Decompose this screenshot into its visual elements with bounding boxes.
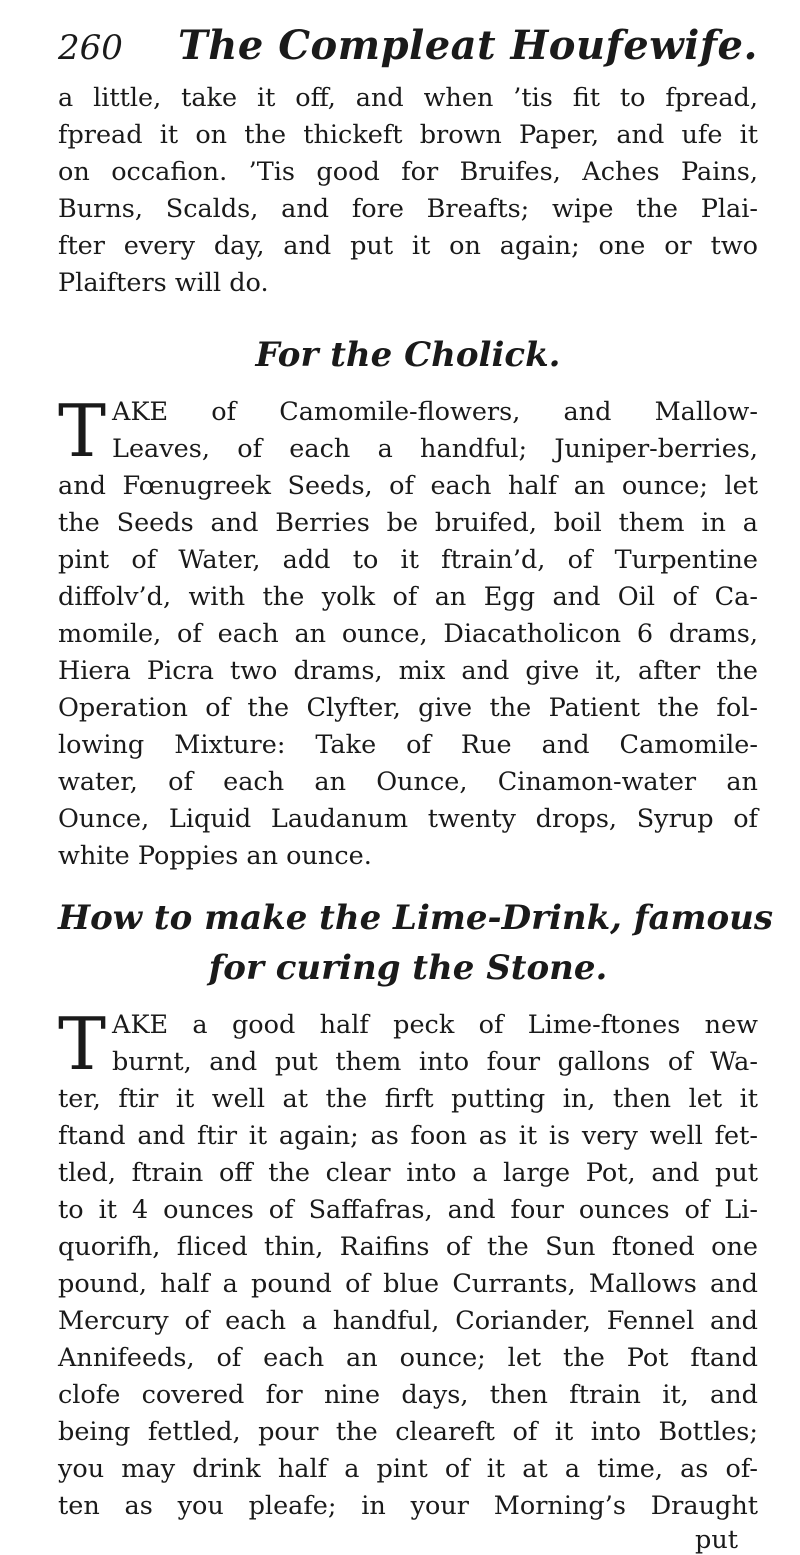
text-line: white Poppies an ounce. (58, 841, 372, 871)
section-heading-lime-drink (58, 893, 774, 993)
text-line: Operation of the Clyfter, give the Patient the fol- (58, 693, 758, 723)
text-line: AKE of Camomile-flowers, and Mallow- (112, 397, 758, 427)
text-line: pint of Water, add to it ftrain’d, of Turpentine (58, 545, 758, 575)
text-line: and Fœnugreek Seeds, of each half an ounce; let (58, 471, 758, 501)
text-line: the Seeds and Berries be bruifed, boil them in a (58, 508, 758, 538)
heading-line: for curing the Stone. (208, 948, 608, 988)
text-line: tled, ftrain off the clear into a large Pot, and put (58, 1158, 758, 1188)
text-line: clofe covered for nine days, then ftrain it, and (58, 1380, 758, 1410)
text-line: you may drink half a pint of it at a time, as of- (58, 1454, 758, 1484)
text-line: being fettled, pour the cleareft of it into Bottles; (58, 1417, 758, 1447)
text-line: Ounce, Liquid Laudanum twenty drops, Syrup of (58, 804, 758, 834)
text-line: burnt, and put them into four gallons of Wa- (112, 1047, 758, 1077)
text-line: Plaifters will do. (58, 268, 269, 298)
text-line: on occafion. ’Tis good for Bruifes, Aches Pains, (58, 157, 758, 187)
text-line: Mercury of each a handful, Coriander, Fennel and (58, 1306, 758, 1336)
text-line: pound, half a pound of blue Currants, Mallows and (58, 1269, 758, 1299)
text-line: Annifeeds, of each an ounce; let the Pot ftand (58, 1343, 758, 1373)
page-header (58, 18, 758, 80)
text-line: ftand and ftir it again; as foon as it is very well fet- (58, 1121, 758, 1151)
text-line: quorifh, fliced thin, Raifins of the Sun ftoned one (58, 1232, 758, 1262)
text-line: Hiera Picra two drams, mix and give it, after the (58, 656, 758, 686)
text-line: Burns, Scalds, and fore Breafts; wipe the Plai- (58, 194, 758, 224)
paragraph-plaister (58, 80, 758, 302)
drop-cap: T (58, 1002, 107, 1086)
text-line: fpread it on the thickeft brown Paper, and ufe it (58, 120, 758, 150)
paragraph-lime-drink (58, 1002, 758, 1525)
page-number: 260 (58, 28, 123, 68)
text-line: fter every day, and put it on again; one or two (58, 231, 758, 261)
text-line: lowing Mixture: Take of Rue and Camomile- (58, 730, 758, 760)
paragraph-cholick (58, 389, 758, 875)
drop-cap: T (58, 389, 107, 473)
text-line: diffolv’d, with the yolk of an Egg and Oil of Ca- (58, 582, 758, 612)
heading-line: How to make the Lime-Drink, famous (58, 898, 774, 938)
text-line: Leaves, of each a handful; Juniper-berries, (112, 434, 758, 464)
text-line: water, of each an Ounce, Cinamon-water an (58, 767, 758, 797)
text-line: ten as you pleafe; in your Morning’s Draught (58, 1491, 758, 1521)
catchword: put (695, 1525, 738, 1555)
running-title: The Compleat Houfewife. (178, 22, 758, 69)
book-page (58, 18, 774, 1555)
section-heading-cholick: For the Cholick. (255, 335, 561, 375)
text-line: ter, ftir it well at the firft putting in, then let it (58, 1084, 758, 1114)
text-line: momile, of each an ounce, Diacatholicon 6 drams, (58, 619, 758, 649)
text-line: AKE a good half peck of Lime-ftones new (112, 1010, 758, 1040)
text-line: to it 4 ounces of Saffafras, and four ounces of Li- (58, 1195, 758, 1225)
text-line: a little, take it off, and when ’tis fit to fpread, (58, 83, 758, 113)
